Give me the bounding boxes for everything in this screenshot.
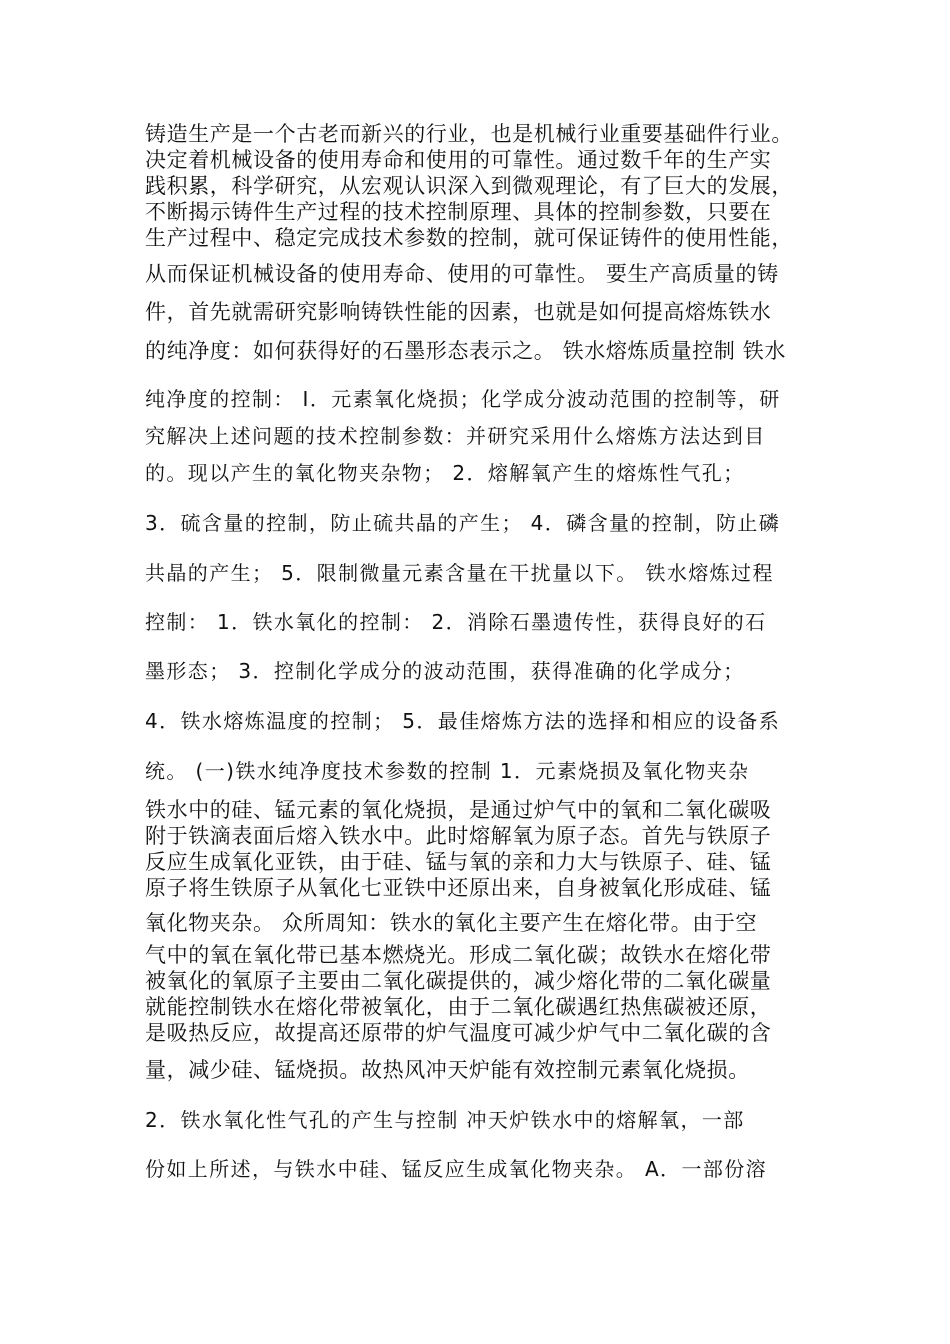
text-line: 4．铁水熔炼温度的控制； 5．最佳熔炼方法的选择和相应的设备系	[145, 709, 781, 733]
text-line: 被氧化的氧原子主要由二氧化碳提供的，减少熔化带的二氧化碳量	[145, 969, 772, 993]
text-line: 墨形态； 3．控制化学成分的波动范围，获得准确的化学成分；	[145, 659, 745, 683]
text-line: 氧化物夹杂。 众所周知：铁水的氧化主要产生在熔化带。由于空	[145, 911, 758, 935]
text-line: 从而保证机械设备的使用寿命、使用的可靠性。 要生产高质量的铸	[145, 262, 779, 286]
text-line: 究解决上述问题的技术控制参数：并研究采用什么熔炼方法达到目	[145, 424, 766, 448]
text-line: 纯净度的控制： I．元素氧化烧损；化学成分波动范围的控制等，研	[145, 387, 781, 411]
text-line: 量，减少硅、锰烧损。故热风冲天炉能有效控制元素氧化烧损。	[145, 1058, 750, 1082]
text-line: 2．铁水氧化性气孔的产生与控制 冲天炉铁水中的熔解氧，一部	[145, 1108, 745, 1132]
text-line: 生产过程中、稳定完成技术参数的控制，就可保证铸件的使用性能，	[145, 226, 793, 250]
text-line: 不断揭示铸件生产过程的技术控制原理、具体的控制参数，只要在	[145, 200, 772, 224]
text-line: 附于铁滴表面后熔入铁水中。此时熔解氧为原子态。首先与铁原子	[145, 824, 772, 848]
text-line: 份如上所述，与铁水中硅、锰反应生成氧化物夹杂。 A．一部份溶	[145, 1157, 768, 1181]
text-line: 件，首先就需研究影响铸铁性能的因素，也就是如何提高熔炼铁水	[145, 300, 772, 324]
text-line: 践积累，科学研究，从宏观认识深入到微观理论，有了巨大的发展，	[145, 174, 793, 198]
text-line: 是吸热反应，故提高还原带的炉气温度可减少炉气中二氧化碳的含	[145, 1021, 772, 1045]
text-line: 决定着机械设备的使用寿命和使用的可靠性。通过数千年的生产实	[145, 148, 772, 172]
text-line: 铁水中的硅、锰元素的氧化烧损，是通过炉气中的氧和二氧化碳吸	[145, 798, 772, 822]
text-line: 就能控制铁水在熔化带被氧化，由于二氧化碳遇红热焦碳被还原，	[145, 995, 772, 1019]
text-line: 的纯净度：如何获得好的石墨形态表示之。 铁水熔炼质量控制 铁水	[145, 339, 786, 363]
text-line: 反应生成氧化亚铁，由于硅、锰与氧的亲和力大与铁原子、硅、锰	[145, 850, 772, 874]
text-line: 的。现以产生的氧化物夹杂物； 2．熔解氧产生的熔炼性气孔；	[145, 461, 745, 485]
text-line: 共晶的产生； 5．限制微量元素含量在干扰量以下。 铁水熔炼过程	[145, 561, 774, 585]
text-line: 铸造生产是一个古老而新兴的行业，也是机械行业重要基础件行业。	[145, 122, 793, 146]
text-line: 统。 (一)铁水纯净度技术参数的控制 1．元素烧损及氧化物夹杂	[145, 759, 750, 783]
text-line: 3．硫含量的控制，防止硫共晶的产生； 4．磷含量的控制，防止磷	[145, 511, 781, 535]
text-line: 控制： 1．铁水氧化的控制： 2．消除石墨遗传性，获得良好的石	[145, 610, 767, 634]
text-line: 原子将生铁原子从氧化七亚铁中还原出来，自身被氧化形成硅、锰	[145, 876, 772, 900]
text-line: 气中的氧在氧化带已基本燃烧光。形成二氧化碳；故铁水在熔化带	[145, 943, 772, 967]
